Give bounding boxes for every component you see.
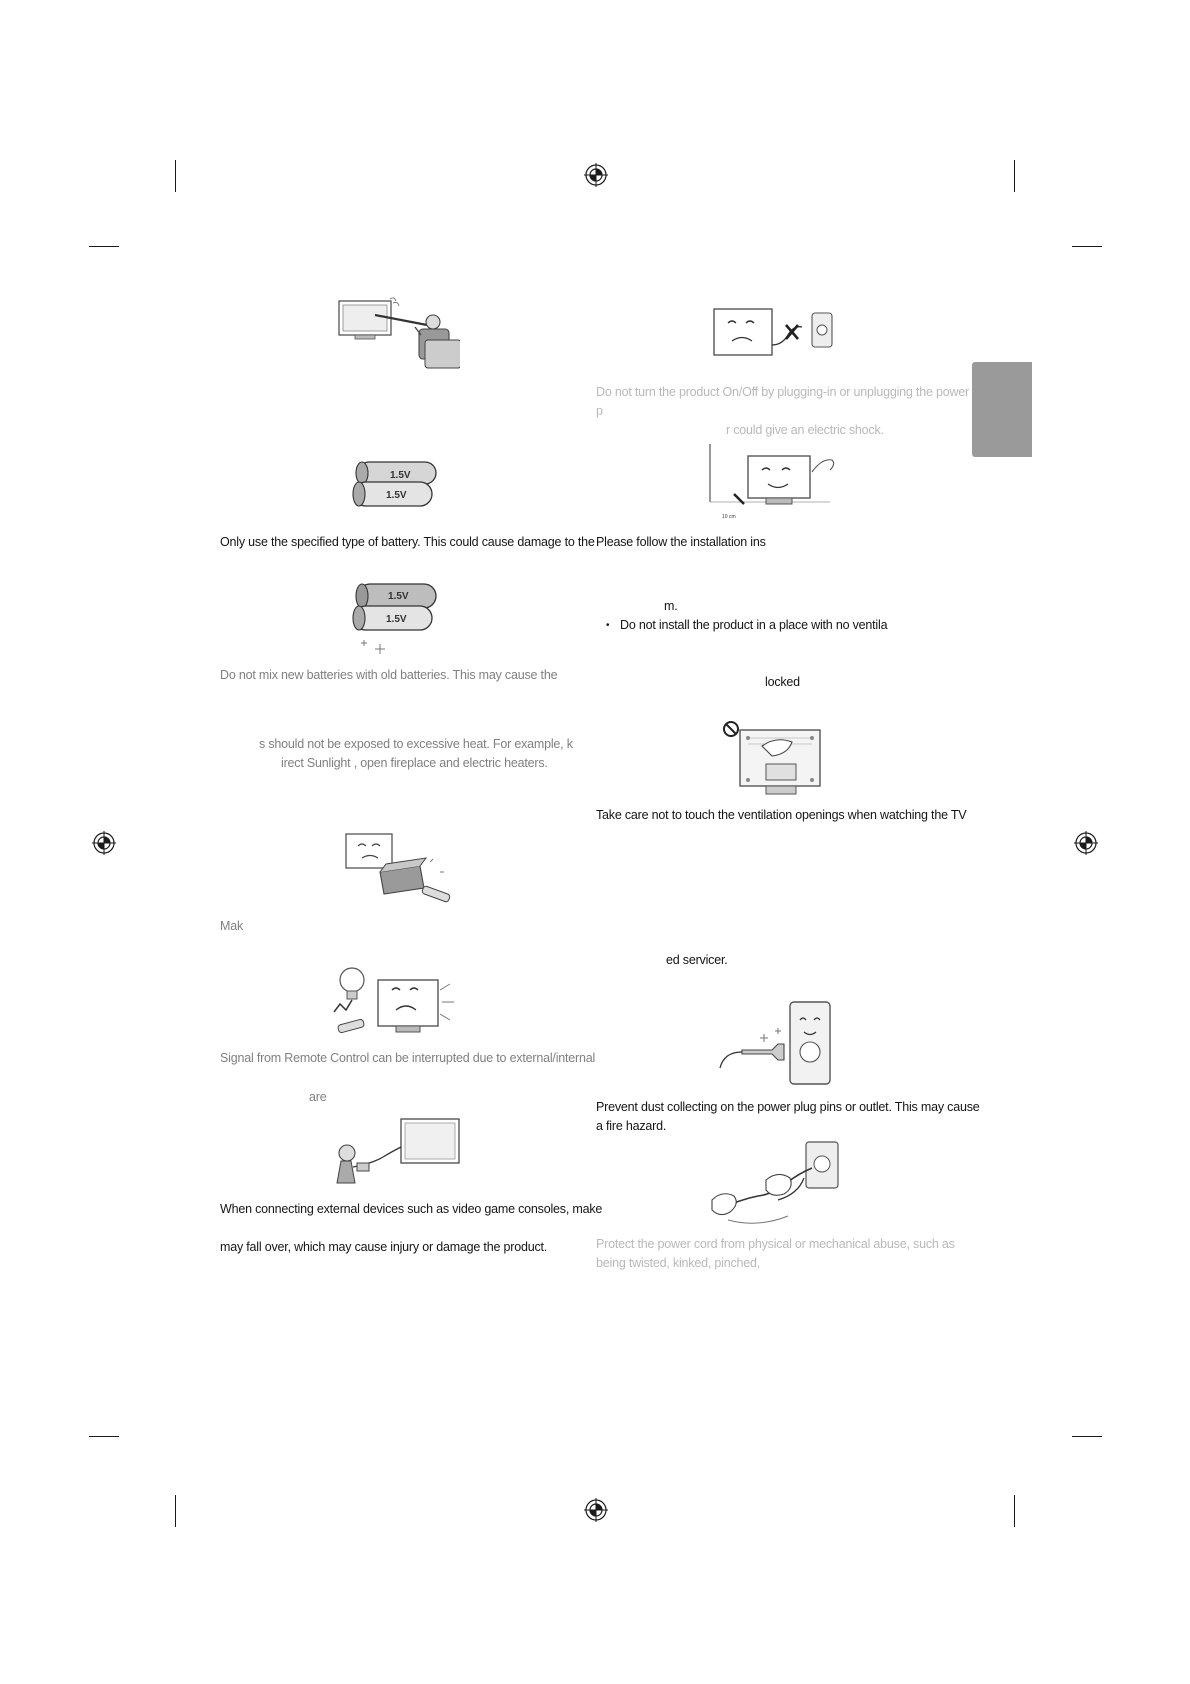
- ventilation-illustration: [722, 720, 827, 800]
- battery-mix-text: Do not mix new batteries with old batteries. This may cause the: [220, 668, 558, 682]
- remote-pointing-illustration: [335, 295, 460, 375]
- m-text: m.: [664, 599, 678, 613]
- dust-text-line1: Prevent dust collecting on the power plug pins or outlet. This may cause: [596, 1100, 980, 1114]
- crop-mark: [1014, 160, 1015, 192]
- heat-text-line2: irect Sunlight , open fireplace and electric heaters.: [281, 756, 548, 770]
- signal-text: Signal from Remote Control can be interrupted due to external/internal: [220, 1051, 596, 1065]
- mixed-batteries-illustration: [350, 578, 445, 656]
- power-onoff-line2: p: [596, 404, 603, 418]
- battery-label: 1.5V: [386, 614, 407, 625]
- external-device-illustration: [333, 1115, 463, 1190]
- cord-text-line1: Protect the power cord from physical or mechanical abuse, such as: [596, 1237, 955, 1251]
- battery-label: 1.5V: [386, 490, 407, 501]
- ventilation-bullet-text: Do not install the product in a place with no ventila: [620, 618, 888, 632]
- crop-mark: [1072, 1436, 1102, 1437]
- crop-mark: [175, 160, 176, 192]
- language-tab: [972, 362, 1032, 457]
- crop-mark: [175, 1495, 176, 1527]
- installation-distance-illustration: [700, 442, 840, 524]
- obstacle-remote-illustration: [340, 832, 455, 907]
- servicer-text: ed servicer.: [666, 953, 728, 967]
- external-devices-text: When connecting external devices such as video game consoles, make: [220, 1202, 603, 1216]
- dust-plug-illustration: [712, 998, 837, 1088]
- dust-text-line2: a fire hazard.: [596, 1119, 667, 1133]
- crop-mark: [1014, 1495, 1015, 1527]
- signal-interference-illustration: [330, 960, 460, 1045]
- installation-text: Please follow the installation ins: [596, 535, 766, 549]
- power-onoff-line3: r could give an electric shock.: [726, 423, 884, 437]
- battery-label: 1.5V: [388, 591, 409, 602]
- power-cord-illustration: [708, 1140, 843, 1235]
- crop-mark: [89, 1436, 119, 1437]
- bullet-glyph: •: [606, 620, 610, 631]
- power-onoff-line1: Do not turn the product On/Off by plugging-in or unplugging the power: [596, 385, 970, 399]
- are-text: are: [309, 1090, 327, 1104]
- registration-mark-icon: [1074, 831, 1098, 855]
- cord-text-line2: being twisted, kinked, pinched,: [596, 1256, 761, 1270]
- batteries-illustration: [350, 458, 445, 513]
- crop-mark: [1072, 246, 1102, 247]
- battery-type-text: Only use the specified type of battery. This could cause damage to the: [220, 535, 595, 549]
- ventilation-touch-text: Take care not to touch the ventilation openings when watching the TV: [596, 808, 967, 822]
- fall-over-text: may fall over, which may cause injury or damage the product.: [220, 1240, 548, 1254]
- make-text: Mak: [220, 919, 244, 933]
- locked-text: locked: [765, 675, 800, 689]
- registration-mark-icon: [584, 1498, 608, 1522]
- registration-mark-icon: [92, 831, 116, 855]
- battery-label: 1.5V: [390, 470, 411, 481]
- crop-mark: [89, 246, 119, 247]
- heat-text-line1: s should not be exposed to excessive heat. For example, k: [259, 737, 573, 751]
- power-plug-illustration: [712, 305, 837, 365]
- registration-mark-icon: [584, 163, 608, 187]
- distance-label: 10 cm: [722, 514, 736, 520]
